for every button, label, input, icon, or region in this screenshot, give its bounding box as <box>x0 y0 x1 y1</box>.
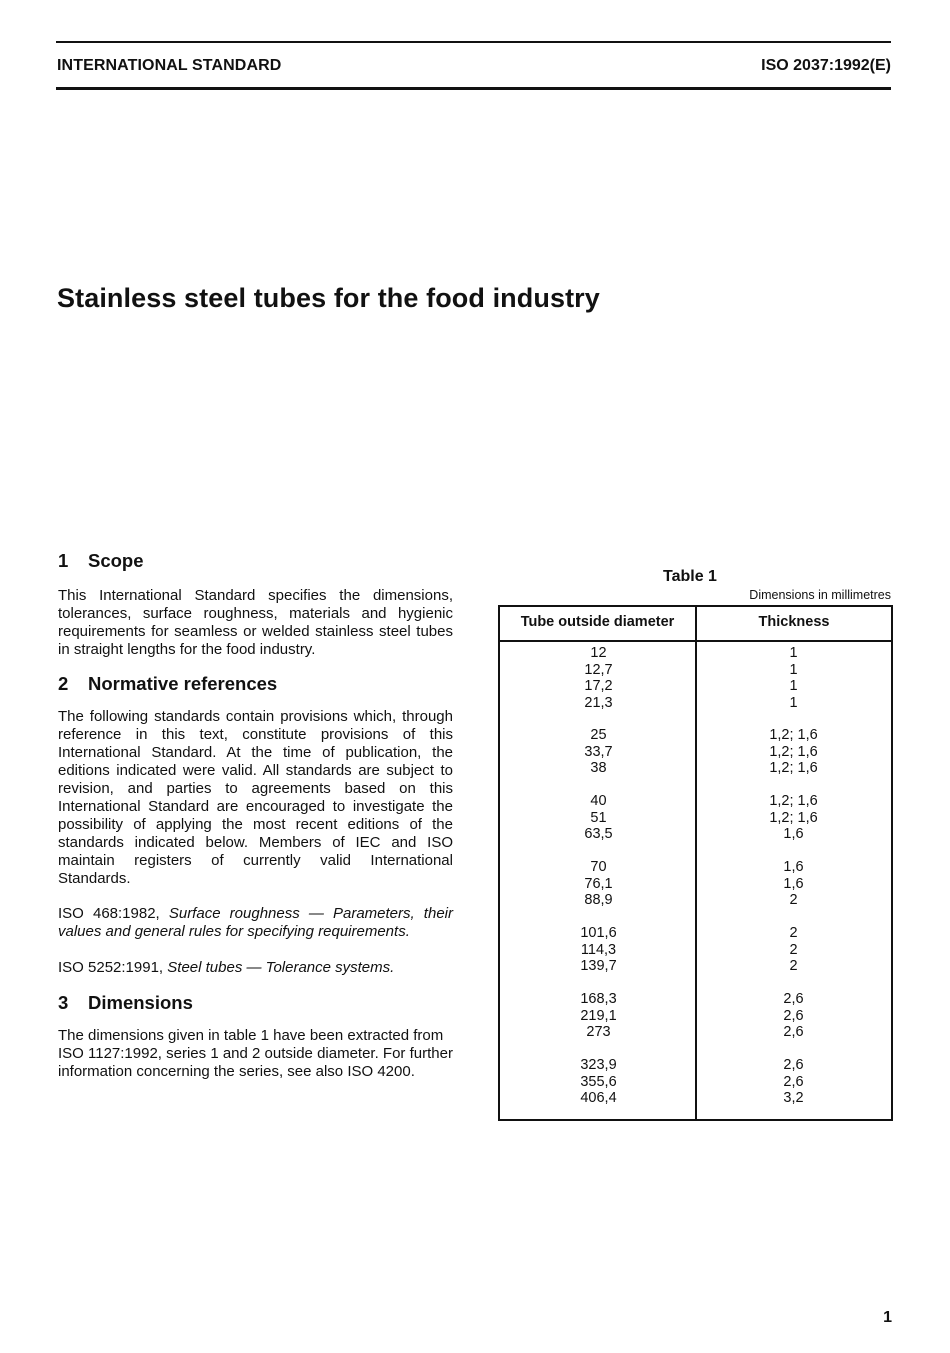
section-heading-scope <box>58 552 453 570</box>
page-title: Stainless steel tubes for the food industry <box>57 283 600 313</box>
thickness-cell: 1 <box>789 678 798 694</box>
section-heading-dimensions <box>58 994 453 1012</box>
thickness-cell: 2 <box>789 925 798 941</box>
outside-diameter-cell: 21,3 <box>584 694 613 711</box>
thickness-cell: 2,6 <box>783 1024 804 1040</box>
thickness-cell: 1,6 <box>783 859 804 875</box>
outside-diameter-cell: 219,1 <box>580 1007 617 1024</box>
table-row <box>500 942 891 959</box>
left-column <box>58 552 453 1081</box>
table-row <box>500 645 891 662</box>
table-header-outside-diameter: Tube outside diameter <box>520 614 675 630</box>
section-title: Normative references <box>88 673 278 694</box>
outside-diameter-cell: 168,3 <box>580 991 617 1007</box>
reference-title: Surface roughness — Parameters, their values and general rules for specifying requirements. <box>58 905 453 940</box>
outside-diameter-cell: 139,7 <box>580 958 617 974</box>
page-number: 1 <box>883 1309 892 1326</box>
thickness-cell: 2 <box>789 941 798 958</box>
outside-diameter-cell: 70 <box>590 859 607 875</box>
table-header-thickness: Thickness <box>758 614 830 630</box>
table-row-group <box>500 727 891 777</box>
header-label: INTERNATIONAL STANDARD <box>57 57 282 74</box>
table-row <box>500 1008 891 1025</box>
table-row <box>500 925 891 942</box>
table-row <box>500 727 891 744</box>
table-row <box>500 793 891 810</box>
thickness-cell: 1,2; 1,6 <box>769 809 818 826</box>
table-row <box>500 810 891 827</box>
outside-diameter-cell: 63,5 <box>584 826 613 842</box>
table-row <box>500 662 891 679</box>
outside-diameter-cell: 101,6 <box>580 925 617 941</box>
table-row-group <box>500 645 891 711</box>
outside-diameter-cell: 40 <box>590 793 607 809</box>
table-row <box>500 826 891 843</box>
outside-diameter-cell: 76,1 <box>584 875 613 892</box>
reference-code: ISO 5252:1991, <box>58 959 164 976</box>
thickness-cell: 3,2 <box>783 1090 804 1106</box>
table-row <box>500 1074 891 1091</box>
outside-diameter-cell: 114,3 <box>580 941 617 958</box>
scope-paragraph: This International Standard specifies the dimensions, tolerances, surface roughness, materials and hygienic requirements for seamless or welded stainless steel tubes in straight lengths for the food industry. <box>58 587 453 658</box>
thickness-cell: 1,6 <box>783 826 804 842</box>
thickness-cell: 1 <box>789 645 798 661</box>
reference-code: ISO 468:1982, <box>58 905 160 922</box>
table-caption: Table 1 <box>663 568 717 585</box>
table-row-group <box>500 859 891 909</box>
section-title: Scope <box>88 550 144 571</box>
table-row <box>500 892 891 909</box>
table-row-group <box>500 991 891 1041</box>
thickness-cell: 1,2; 1,6 <box>769 743 818 760</box>
thickness-cell: 1,2; 1,6 <box>769 727 818 743</box>
table-row <box>500 1024 891 1041</box>
thickness-cell: 1,2; 1,6 <box>769 793 818 809</box>
thickness-cell: 2,6 <box>783 1007 804 1024</box>
outside-diameter-cell: 12,7 <box>584 661 613 678</box>
section-number: 1 <box>58 550 69 571</box>
outside-diameter-cell: 88,9 <box>584 892 613 908</box>
outside-diameter-cell: 17,2 <box>584 678 613 694</box>
header-rule-bottom <box>56 87 891 90</box>
outside-diameter-cell: 323,9 <box>580 1057 617 1073</box>
section-number: 2 <box>58 673 69 694</box>
table-row <box>500 876 891 893</box>
outside-diameter-cell: 38 <box>590 760 607 776</box>
outside-diameter-cell: 12 <box>590 645 607 661</box>
outside-diameter-cell: 33,7 <box>584 743 613 760</box>
thickness-cell: 1,2; 1,6 <box>769 760 818 776</box>
dimensions-paragraph: The dimensions given in table 1 have been extracted from ISO 1127:1992, series 1 and 2 outside diameter. For further information concerning the series, see also ISO 4200. <box>58 1027 453 1080</box>
table-units-note: Dimensions in millimetres <box>749 588 891 602</box>
table-row <box>500 678 891 695</box>
table-row <box>500 695 891 712</box>
reference-iso-5252 <box>58 959 453 977</box>
table-row <box>500 991 891 1008</box>
table-row <box>500 760 891 777</box>
reference-title: Steel tubes — Tolerance systems. <box>167 959 395 976</box>
table-row <box>500 859 891 876</box>
table-row <box>500 1057 891 1074</box>
table-row-group <box>500 1057 891 1107</box>
table-row <box>500 958 891 975</box>
thickness-cell: 2 <box>789 892 798 908</box>
thickness-cell: 2,6 <box>783 1073 804 1090</box>
thickness-cell: 1,6 <box>783 875 804 892</box>
reference-iso-468 <box>58 905 453 941</box>
table-row-group <box>500 793 891 843</box>
thickness-cell: 2 <box>789 958 798 974</box>
thickness-cell: 1 <box>789 694 798 711</box>
thickness-cell: 2,6 <box>783 991 804 1007</box>
outside-diameter-cell: 406,4 <box>580 1090 617 1106</box>
table-header-divider <box>500 640 891 642</box>
dimensions-table <box>498 605 893 1121</box>
section-number: 3 <box>58 992 69 1013</box>
outside-diameter-cell: 273 <box>586 1024 611 1040</box>
thickness-cell: 1 <box>789 661 798 678</box>
outside-diameter-cell: 51 <box>590 809 607 826</box>
document-number: ISO 2037:1992(E) <box>761 57 891 74</box>
outside-diameter-cell: 25 <box>590 727 607 743</box>
outside-diameter-cell: 355,6 <box>580 1073 617 1090</box>
section-heading-normative-references <box>58 675 453 693</box>
table-row <box>500 744 891 761</box>
table-row <box>500 1090 891 1107</box>
section-title: Dimensions <box>88 992 193 1013</box>
normative-references-paragraph: The following standards contain provisions which, through reference in this text, constitute provisions of this International Standard. At the time of publication, the editions indicated were valid. All standards are subject to revision, and parties to agreements based on this International Standard are encouraged to investigate the possibility of applying the most recent editions of the standards indicated below. Members of IEC and ISO maintain registers of currently valid International Standards. <box>58 708 453 887</box>
header-rule-top <box>56 41 891 43</box>
thickness-cell: 2,6 <box>783 1057 804 1073</box>
table-row-group <box>500 925 891 975</box>
